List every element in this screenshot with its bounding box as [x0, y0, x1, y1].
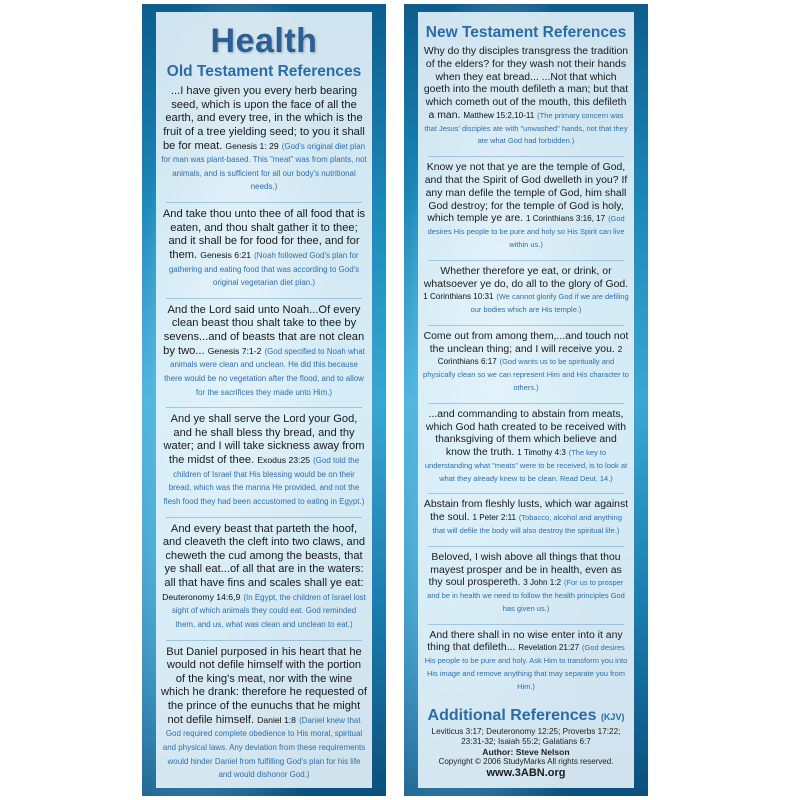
- verse-text: [161, 523, 367, 632]
- verse-note: (God desires His people to be pure and holy. Ask Him to transform you into His image and remove anything that may separate you from Him.): [424, 643, 628, 691]
- verse-reference: Daniel 1:8: [257, 714, 296, 725]
- verse-text: [161, 208, 367, 290]
- divider: [166, 640, 362, 641]
- verse-text: [423, 162, 629, 251]
- verse-reference: Deuteronomy 14:6,9: [162, 591, 241, 602]
- verse-block: [160, 302, 368, 404]
- verse-quote: But Daniel purposed in his heart that he would not defile himself with the portion of the king's meat, nor with the wine which he drank: therefore he requested of the prince of the eunuchs that he might not defile himself.: [161, 645, 367, 726]
- divider: [428, 546, 624, 547]
- verse-block: [160, 521, 368, 637]
- verse-block: [422, 160, 630, 256]
- bookmark-new-testament: [404, 4, 648, 796]
- verse-quote: Come out from among them,...and touch not the unclean thing; and I will receive you.: [423, 330, 629, 355]
- verse-block: [422, 407, 630, 491]
- verse-block: [422, 44, 630, 153]
- verse-note: (The key to understanding what "meats" were to be received, is to look at what they already knew to be clean. Read Deut. 14.): [424, 448, 628, 483]
- verse-quote: Know ye not that ye are the temple of God, and that the Spirit of God dwelleth in you? If any man defile the temple of God, him shall God destroy; for the temple of God is holy, which temple ye are.: [424, 162, 628, 225]
- verse-note: (God wants us to be spiritually and physically clean so we can represent Him and His character to others.): [423, 357, 629, 392]
- verse-reference: Exodus 23:25: [257, 455, 311, 465]
- copyright: Copyright © 2006 StudyMarks All rights reserved.: [438, 757, 614, 766]
- verse-text: [423, 266, 629, 317]
- verse-text: [161, 413, 367, 508]
- divider: [166, 517, 362, 518]
- verse-quote: ...I have given you every herb bearing seed, which is upon the face of all the earth, and every tree, in the which is the fruit of a tree yielding seed; to you it shall be for meat.: [162, 85, 365, 152]
- verse-block: [160, 411, 368, 513]
- verse-quote: Whether therefore ye eat, or drink, or whatsoever ye do, do all to the glory of God.: [423, 265, 629, 290]
- verse-block: [160, 206, 368, 295]
- divider: [428, 260, 624, 261]
- verse-text: [423, 46, 629, 148]
- verse-note: (For us to prosper and be in health we need to follow the health principles God has given us.): [427, 578, 625, 613]
- verse-note: (God specified to Noah what animals were clean and unclean. He did this because there would be no vegetation after the flood, and to allow for the sacrifices they made unto Him.): [164, 346, 365, 397]
- divider: [428, 325, 624, 326]
- verse-quote: And the Lord said unto Noah...Of every clean beast thou shalt take to thee by sevens...and of beasts that are not clean by two...: [163, 303, 365, 357]
- verse-quote: Abstain from fleshly lusts, which war against the soul.: [423, 499, 629, 524]
- divider: [428, 624, 624, 625]
- verse-block: [422, 550, 630, 621]
- verse-quote: And there shall in no wise enter into it any thing that defileth...: [427, 629, 623, 654]
- verse-reference: 2 Corinthians 6:17: [437, 344, 623, 367]
- section-title-new-testament: New Testament References: [425, 24, 627, 41]
- divider: [166, 298, 362, 299]
- verse-text: [423, 499, 629, 537]
- verse-note: (Tobacco, alcohol and anything that will defile the body will also destroy the spiritual life.): [432, 513, 622, 535]
- verse-note: (God's original diet plan for man was plant-based. This "meat" was from plants, not animals, and is sufficient for all our body's nutritional needs.): [161, 141, 367, 192]
- verse-quote: Beloved, I wish above all things that thou mayest prosper and be in health, even as thy soul prospereth.: [428, 551, 622, 589]
- website-url: www.3ABN.org: [486, 767, 566, 779]
- verse-block: [422, 329, 630, 400]
- verse-note: (God desires His people to be pure and holy so His Spirit can live within us.): [427, 214, 625, 249]
- divider: [428, 493, 624, 494]
- verse-text: [423, 409, 629, 486]
- verse-note: (Noah followed God's plan for gathering and eating food that was according to God's original vegetarian diet plan.): [168, 250, 360, 288]
- verse-text: [161, 85, 367, 194]
- verse-note: (Daniel knew that God required complete obedience to His moral, spiritual and physical laws. Any deviation from these requirements would hinder Daniel from fulfilling God's plan for his life and would dishonor God.): [162, 715, 366, 780]
- verse-quote: ...and commanding to abstain from meats, which God hath created to be received with thanksgiving of them which believe and know the truth.: [425, 408, 627, 459]
- verse-reference: 1 Peter 2:11: [472, 513, 516, 523]
- verse-text: [161, 304, 367, 399]
- verse-block: [422, 264, 630, 322]
- verse-block: [160, 644, 368, 787]
- verse-reference: Genesis 6:21: [200, 249, 252, 260]
- divider: [166, 407, 362, 408]
- verse-text: [423, 552, 629, 616]
- verse-reference: 1 Corinthians 3:16, 17: [525, 214, 606, 224]
- verse-block: [422, 497, 630, 542]
- verse-quote: And take thou unto thee of all food that is eaten, and thou shalt gather it to thee; and it shall be for food for thee, and for them.: [162, 208, 366, 261]
- verse-text: [161, 646, 367, 782]
- author: Author: Steve Nelson: [482, 747, 570, 757]
- left-panel: [156, 12, 372, 788]
- kjv-tag: (KJV): [600, 711, 625, 722]
- verse-block: [422, 628, 630, 699]
- page-title: Health: [210, 22, 318, 60]
- verse-reference: 1 Timothy 4:3: [517, 448, 566, 458]
- verse-text: [423, 630, 629, 694]
- divider: [166, 202, 362, 203]
- verse-reference: Revelation 21:27: [518, 643, 580, 653]
- verse-quote: Why do thy disciples transgress the tradition of the elders? for they wash not their hands when they eat bread... ...Not that which goeth into the mouth defileth a man; but that which cometh out of the mouth, this defileth a man.: [423, 46, 629, 121]
- additional-references-title: Additional References (KJV): [427, 706, 625, 724]
- verse-reference: Genesis 1: 29: [225, 140, 279, 151]
- verse-reference: Genesis 7:1-2: [207, 345, 262, 356]
- verse-note: (We cannot glorify God if we are defiling our bodies which are His temple.): [470, 292, 629, 315]
- verse-reference: 1 Corinthians 10:31: [423, 292, 494, 302]
- verse-quote: And ye shall serve the Lord your God, and he shall bless thy bread, and thy water; and I will take sickness away from the midst of thee.: [163, 413, 365, 466]
- verse-note: (In Egypt, the children of Israel lost sight of which animals they could eat. God reminded them, and us, what was clean and unclean to eat.): [171, 592, 366, 629]
- verse-text: [423, 331, 629, 395]
- additional-references: Leviticus 3:17; Deuteronomy 12:25; Proverbs 17:22; 23:31-32; Isaiah 55:2; Galatians 6:7: [431, 726, 621, 746]
- verse-quote: And every beast that parteth the hoof, and cleaveth the cleft into two claws, and cheweth the cud among the beasts, that ye shall eat...of all that are in the waters: all that have fins and scales shall ye eat:: [162, 522, 366, 589]
- verse-reference: Matthew 15:2,10-11: [463, 110, 535, 120]
- verse-reference: 3 John 1:2: [523, 578, 562, 588]
- divider: [428, 403, 624, 404]
- verse-note: (God told the children of Israel that His blessing would be on their bread, which was the manna He provided, and not the flesh food they had been accustomed to eating in Egypt.): [163, 456, 365, 506]
- bookmark-old-testament: [142, 4, 386, 796]
- verse-block: [160, 83, 368, 199]
- right-panel: [418, 12, 634, 788]
- divider: [428, 156, 624, 157]
- section-title-old-testament: Old Testament References: [166, 63, 362, 80]
- verse-note: (The primary concern was that Jesus' disciples ate with "unwashed" hands, not that they ate what God had forbidden.): [424, 110, 628, 146]
